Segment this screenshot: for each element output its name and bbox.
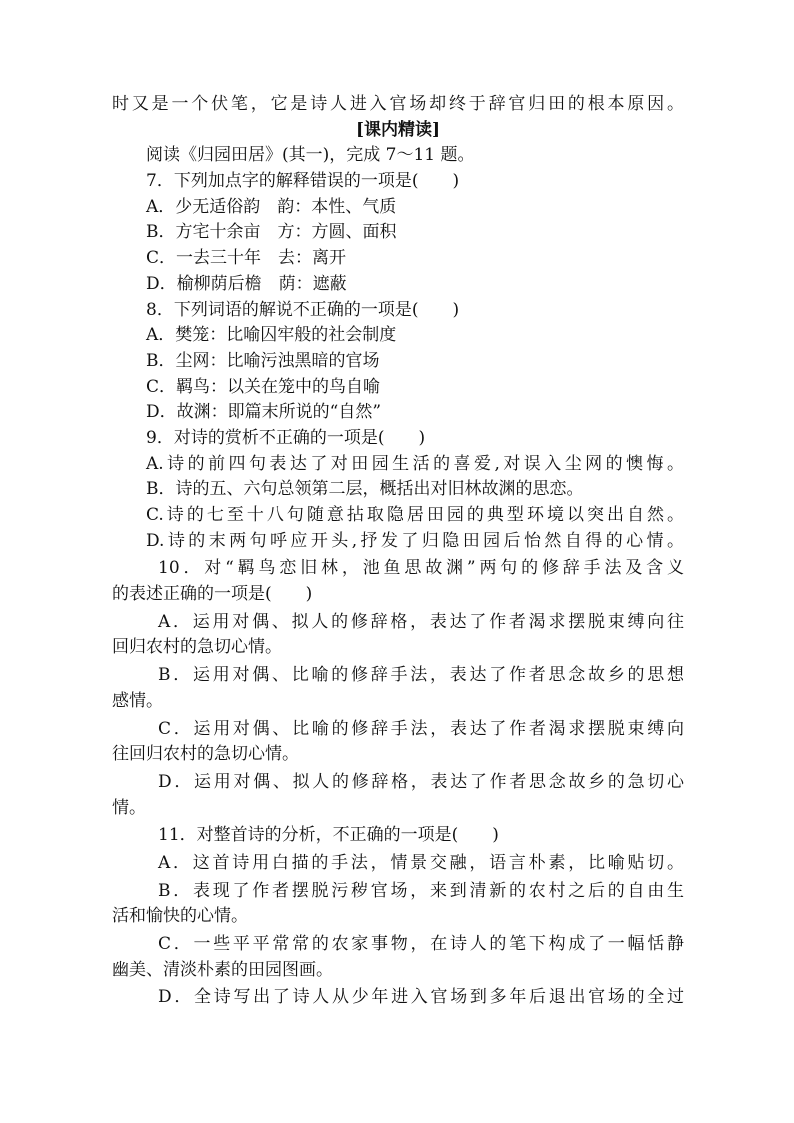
- question-11-option-c-line2: 幽美、清淡朴素的田园图画。: [112, 959, 333, 980]
- question-10-stem-line1: 10．对“羁鸟恋旧林，池鱼思故渊”两句的修辞手法及含义: [158, 558, 684, 579]
- question-7-option-a: A．少无适俗韵 韵：本性、气质: [146, 196, 397, 217]
- question-7-option-c: C．一去三十年 去：离开: [146, 248, 347, 269]
- question-10-option-a-line1: A．运用对偶、拟人的修辞格，表达了作者渴求摆脱束缚向往: [158, 611, 684, 632]
- question-10-option-c-line1: C．运用对偶、比喻的修辞手法，表达了作者渴求摆脱束缚向: [158, 718, 684, 739]
- question-10-stem-line2: 的表述正确的一项是( ): [112, 584, 313, 605]
- question-10-option-d-line1: D．运用对偶、拟人的修辞格，表达了作者思念故乡的急切心: [158, 771, 684, 792]
- section-heading: [课内精读]: [355, 119, 441, 140]
- question-11-stem: 11．对整首诗的分析，不正确的一项是( ): [158, 825, 499, 846]
- question-9-option-d: D.诗的末两句呼应开头,抒发了归隐田园后怡然自得的心情。: [146, 530, 684, 551]
- question-9-option-a: A.诗的前四句表达了对田园生活的喜爱,对误入尘网的懊悔。: [146, 453, 684, 474]
- question-10-option-b-line2: 感情。: [112, 690, 163, 711]
- question-8-option-c: C．羁鸟：以关在笼中的鸟自喻: [146, 376, 381, 397]
- question-10-option-b-line1: B．运用对偶、比喻的修辞手法，表达了作者思念故乡的思想: [158, 665, 684, 686]
- question-7-option-d: D．榆柳荫后檐 荫：遮蔽: [146, 273, 347, 294]
- question-11-option-a: A．这首诗用白描的手法，情景交融，语言朴素，比喻贴切。: [158, 852, 684, 873]
- question-9-option-c: C.诗的七至十八句随意拈取隐居田园的典型环境以突出自然。: [146, 505, 684, 525]
- question-11-option-b-line1: B．表现了作者摆脱污秽官场，来到清新的农村之后的自由生: [158, 880, 684, 901]
- question-10-option-d-line2: 情。: [112, 797, 146, 818]
- question-10-option-a-line2: 回归农村的急切心情。: [112, 637, 282, 658]
- question-8-stem: 8．下列词语的解说不正确的一项是( ): [146, 299, 460, 320]
- question-7-option-b: B．方宅十余亩 方：方圆、面积: [146, 222, 397, 243]
- document-page: [112, 92, 684, 1011]
- question-11-option-b-line2: 活和愉快的心情。: [112, 906, 248, 927]
- question-11-option-c-line1: C．一些平平常常的农家事物，在诗人的笔下构成了一幅恬静: [158, 934, 684, 954]
- question-10-option-c-line2: 往回归农村的急切心情。: [112, 744, 299, 765]
- continuation-line: 时又是一个伏笔，它是诗人进入官场却终于辞官归田的根本原因。: [112, 94, 684, 114]
- question-8-option-b: B．尘网：比喻污浊黑暗的官场: [146, 350, 380, 371]
- question-8-option-a: A．樊笼：比喻囚牢般的社会制度: [146, 325, 397, 346]
- question-8-option-d: D．故渊：即篇末所说的“自然”: [146, 402, 382, 423]
- question-11-option-d-line1: D．全诗写出了诗人从少年进入官场到多年后退出官场的全过: [158, 987, 684, 1008]
- question-7-stem: 7．下列加点字的解释错误的一项是( ): [146, 171, 460, 192]
- question-9-option-b: B．诗的五、六句总领第二层，概括出对旧林故渊的思恋。: [146, 479, 584, 500]
- reading-instruction: 阅读《归园田居》(其一)，完成 7～11 题。: [146, 145, 475, 166]
- question-9-stem: 9．对诗的赏析不正确的一项是( ): [146, 427, 426, 448]
